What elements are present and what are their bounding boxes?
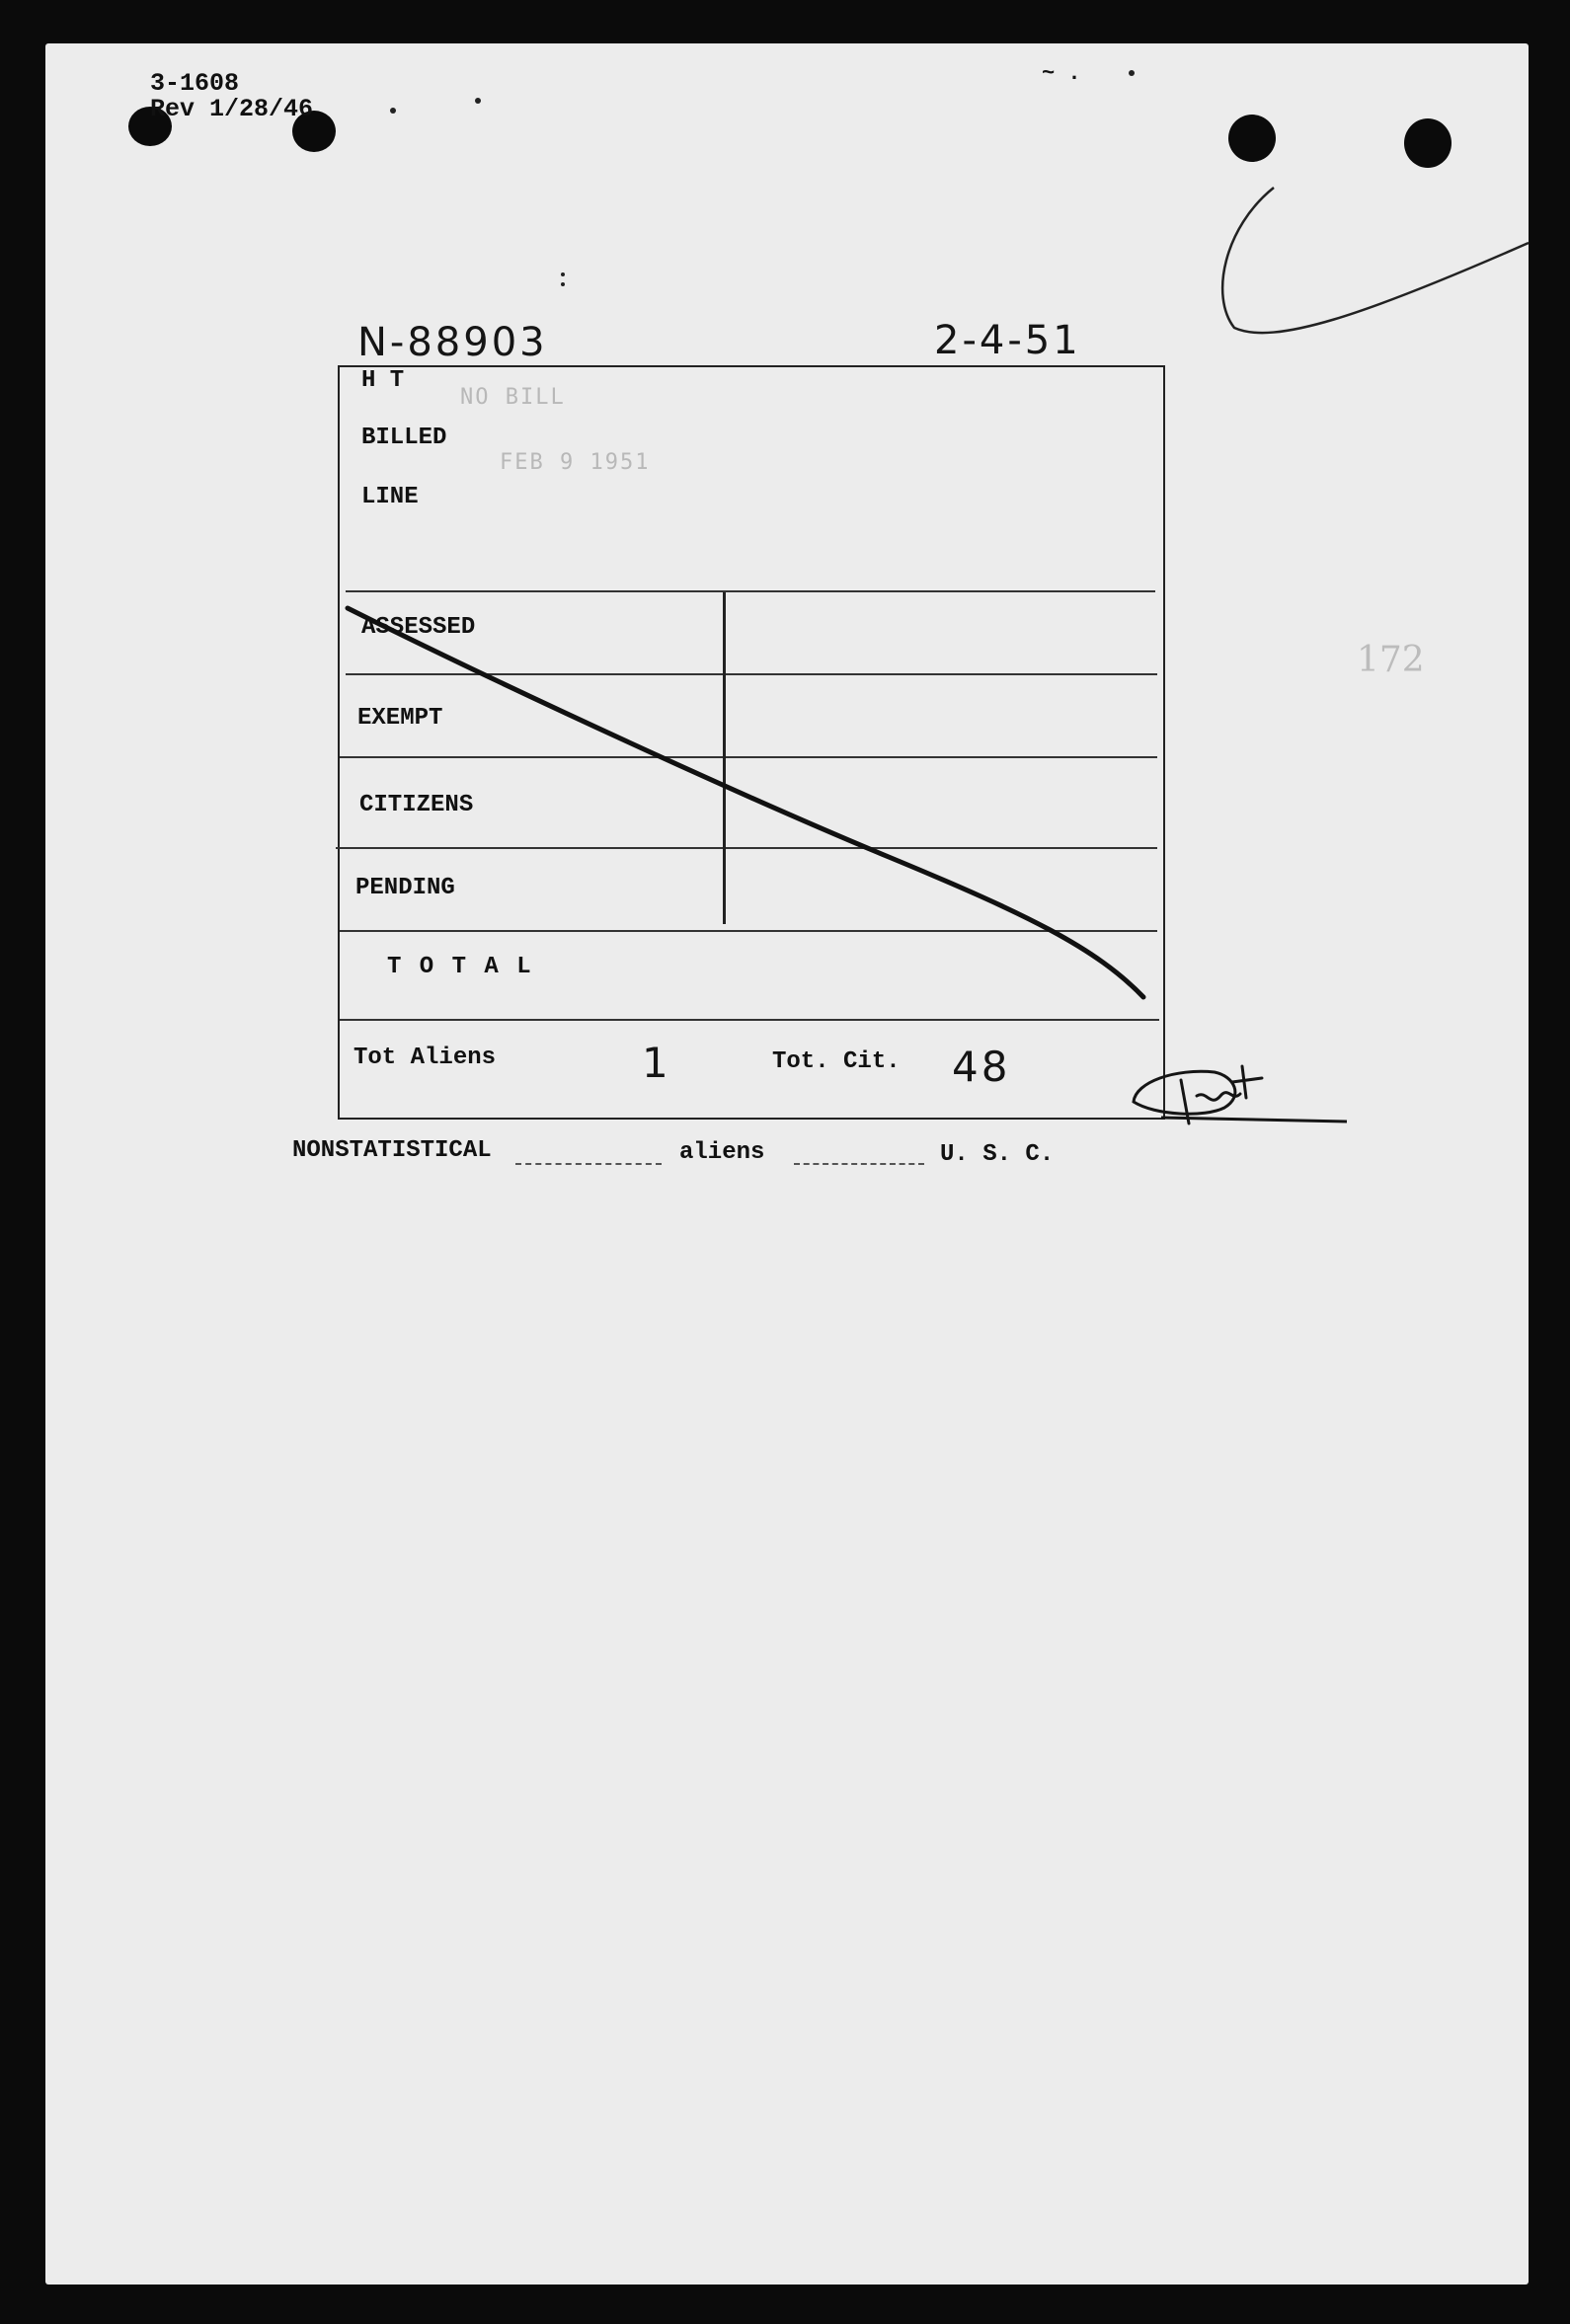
label-aliens: aliens: [679, 1139, 765, 1166]
label-assessed: ASSESSED: [361, 614, 476, 641]
label-citizens: CITIZENS: [359, 792, 474, 818]
top-mark: ~ .: [1042, 61, 1081, 86]
label-billed: BILLED: [361, 425, 447, 451]
specks: [390, 70, 1135, 286]
label-nonstatistical: NONSTATISTICAL: [292, 1137, 492, 1164]
label-ht: H T: [361, 367, 405, 394]
stamp-billed-date: FEB 9 1951: [500, 450, 651, 475]
label-tot-aliens: Tot Aliens: [353, 1045, 497, 1071]
manifest-date: 2-4-51: [934, 318, 1081, 363]
label-tot-cit: Tot. Cit.: [772, 1048, 901, 1075]
stamp-no-bill: NO BILL: [460, 385, 566, 410]
margin-number: 172: [1357, 640, 1425, 680]
initials-signature: [1134, 1066, 1347, 1123]
value-tot-cit: 48: [952, 1043, 1011, 1091]
value-tot-aliens: 1: [642, 1039, 671, 1087]
strike-through-line: [348, 608, 1143, 997]
form-revision: Rev 1/28/46: [150, 95, 314, 123]
label-line: LINE: [361, 484, 419, 510]
label-usc: U. S. C.: [940, 1141, 1055, 1168]
manifest-number: N-88903: [357, 320, 548, 365]
label-pending: PENDING: [355, 875, 455, 901]
label-total: T O T A L: [387, 954, 533, 980]
form-number: 3-1608: [150, 69, 240, 98]
label-exempt: EXEMPT: [357, 705, 443, 732]
margin-curve: [1222, 188, 1529, 333]
